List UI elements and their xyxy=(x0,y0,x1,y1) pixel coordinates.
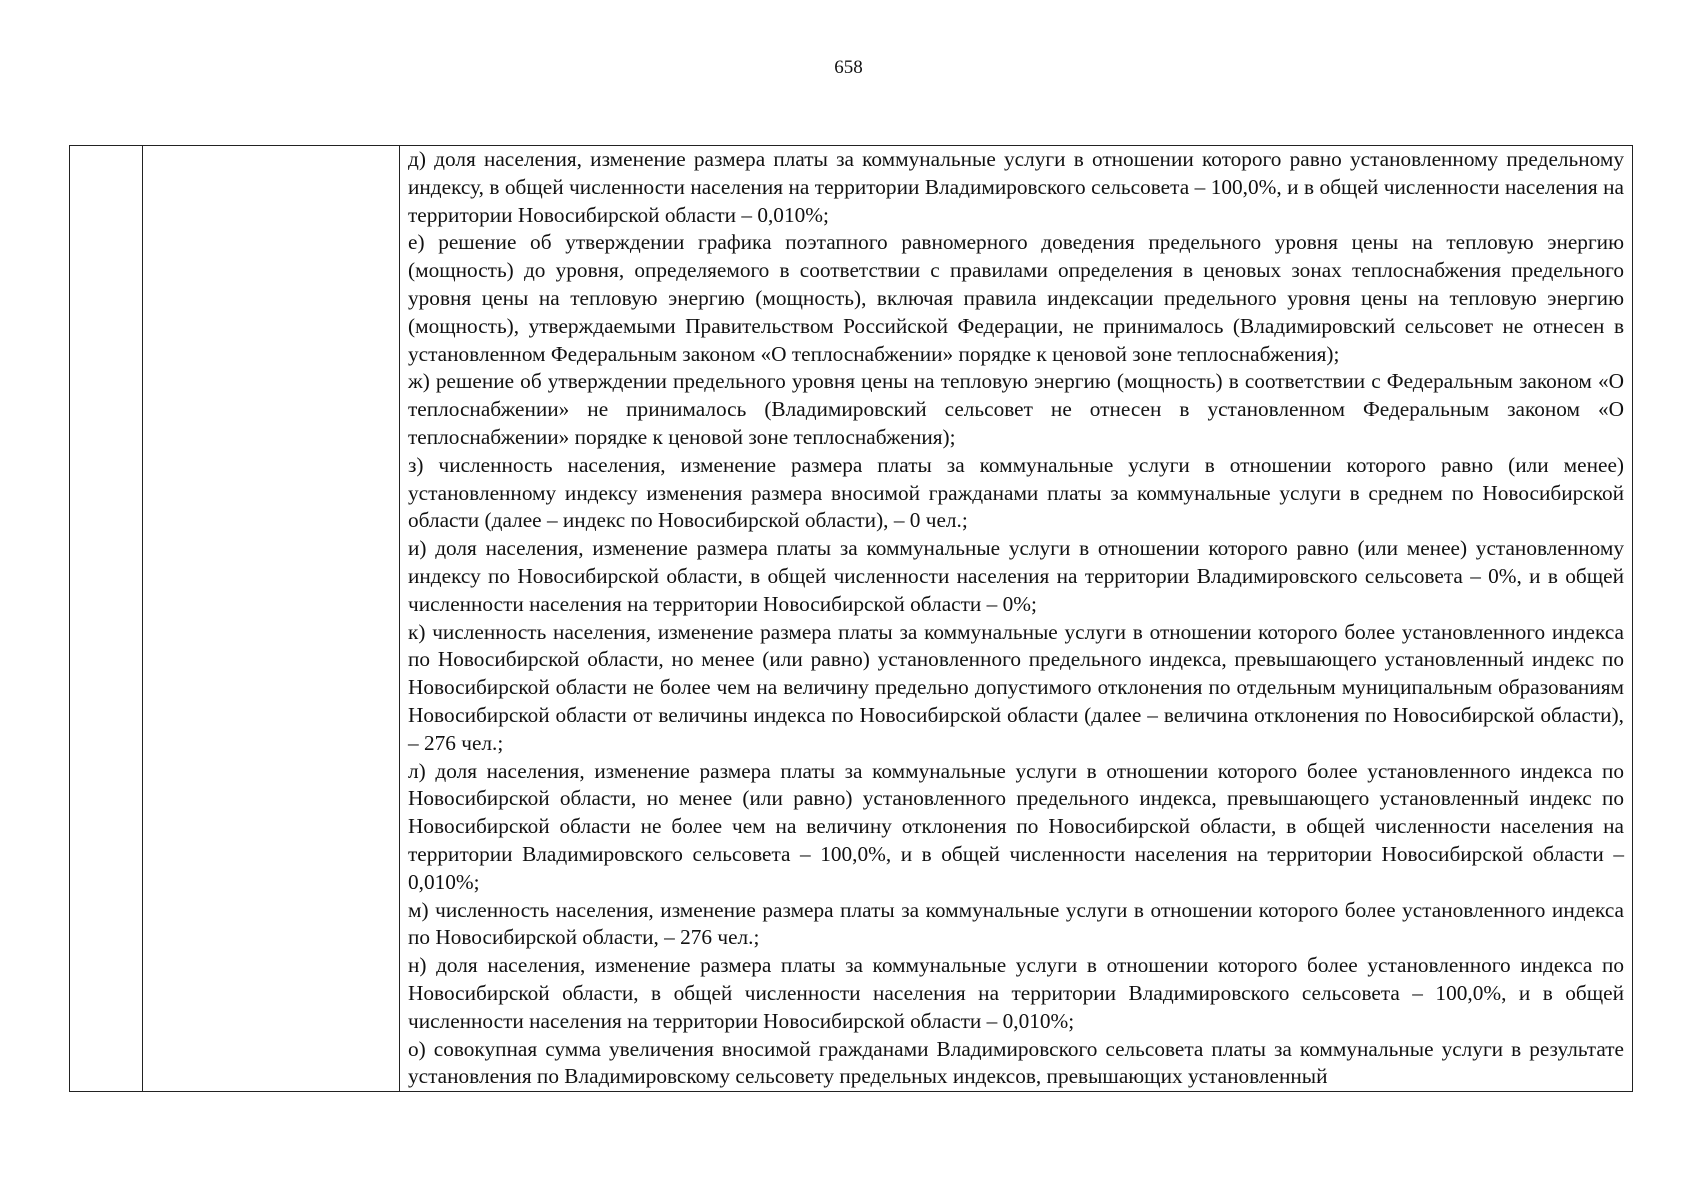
paragraph-i: и) доля населения, изменение размера платы за коммунальные услуги в отношении которого равно (или менее) установленному индексу по Новосибирской области, в общей численности населения на территории Владимировского сельсовета – 0%, и в общей численности населения на территории Новосибирской области – 0%; xyxy=(408,536,1624,616)
paragraph-k: к) численность населения, изменение размера платы за коммунальные услуги в отношении которого более установленного индекса по Новосибирской области, но менее (или равно) установленного предельного индекса, превышающего установленный индекс по Новосибирской области не более чем на величину предельно допустимого отклонения по отдельным муниципальным образованиям Новосибирской области от величины индекса по Новосибирской области (далее – величина отклонения по Новосибирской области), – 276 чел.; xyxy=(408,619,1624,755)
paragraph-d: д) доля населения, изменение размера платы за коммунальные услуги в отношении которого равно установленному предельному индексу, в общей численности населения на территории Владимировского сельсовета – 100,0%, и в общей численности населения на территории Новосибирской области – 0,010%; xyxy=(408,147,1624,227)
table-row xyxy=(70,146,1633,1092)
paragraph-z: з) численность населения, изменение размера платы за коммунальные услуги в отношении которого равно (или менее) установленному индексу изменения размера вносимой гражданами платы за коммунальные услуги в среднем по Новосибирской области (далее – индекс по Новосибирской области), – 0 чел.; xyxy=(408,452,1624,533)
paragraph-o: о) совокупная сумма увеличения вносимой гражданами Владимировского сельсовета платы за коммунальные услуги в результате установления по Владимировскому сельсовету предельных индексов, превышающих установленный xyxy=(408,1036,1624,1089)
table-cell-content xyxy=(400,146,1633,1092)
paragraph-l: л) доля населения, изменение размера платы за коммунальные услуги в отношении которого более установленного индекса по Новосибирской области, но менее (или равно) установленного предельного индекса, превышающего установленный индекс по Новосибирской области не более чем на величину отклонения по Новосибирской области, в общей численности населения на территории Владимировского сельсовета – 100,0%, и в общей численности населения на территории Новосибирской области – 0,010%; xyxy=(408,758,1624,894)
paragraph-m: м) численность населения, изменение размера платы за коммунальные услуги в отношении которого более установленного индекса по Новосибирской области, – 276 чел.; xyxy=(408,897,1624,950)
table-cell-name xyxy=(143,146,400,1092)
document-table xyxy=(69,145,1633,1092)
page-number: 658 xyxy=(834,57,863,78)
paragraph-e: е) решение об утверждении графика поэтапного равномерного доведения предельного уровня цены на тепловую энергию (мощность) до уровня, определяемого в соответствии с правилами определения в ценовых зонах теплоснабжения предельного уровня цены на тепловую энергию (мощность), включая правила индексации предельного уровня цены на тепловую энергию (мощность), утверждаемыми Правительством Российской Федерации, не принималось (Владимировский сельсовет не отнесен в установленном Федеральным законом «О теплоснабжении» порядке к ценовой зоне теплоснабжения); xyxy=(408,230,1624,366)
paragraph-n: н) доля населения, изменение размера платы за коммунальные услуги в отношении которого более установленного индекса по Новосибирской области, в общей численности населения на территории Владимировского сельсовета – 100,0%, и в общей численности населения на территории Новосибирской области – 0,010%; xyxy=(408,953,1624,1033)
table-cell-number xyxy=(70,146,143,1092)
paragraph-zh: ж) решение об утверждении предельного уровня цены на тепловую энергию (мощность) в соответствии с Федеральным законом «О теплоснабжении» не принималось (Владимировский сельсовет не отнесен в установленном Федеральным законом «О теплоснабжении» порядке к ценовой зоне теплоснабжения); xyxy=(408,369,1624,449)
